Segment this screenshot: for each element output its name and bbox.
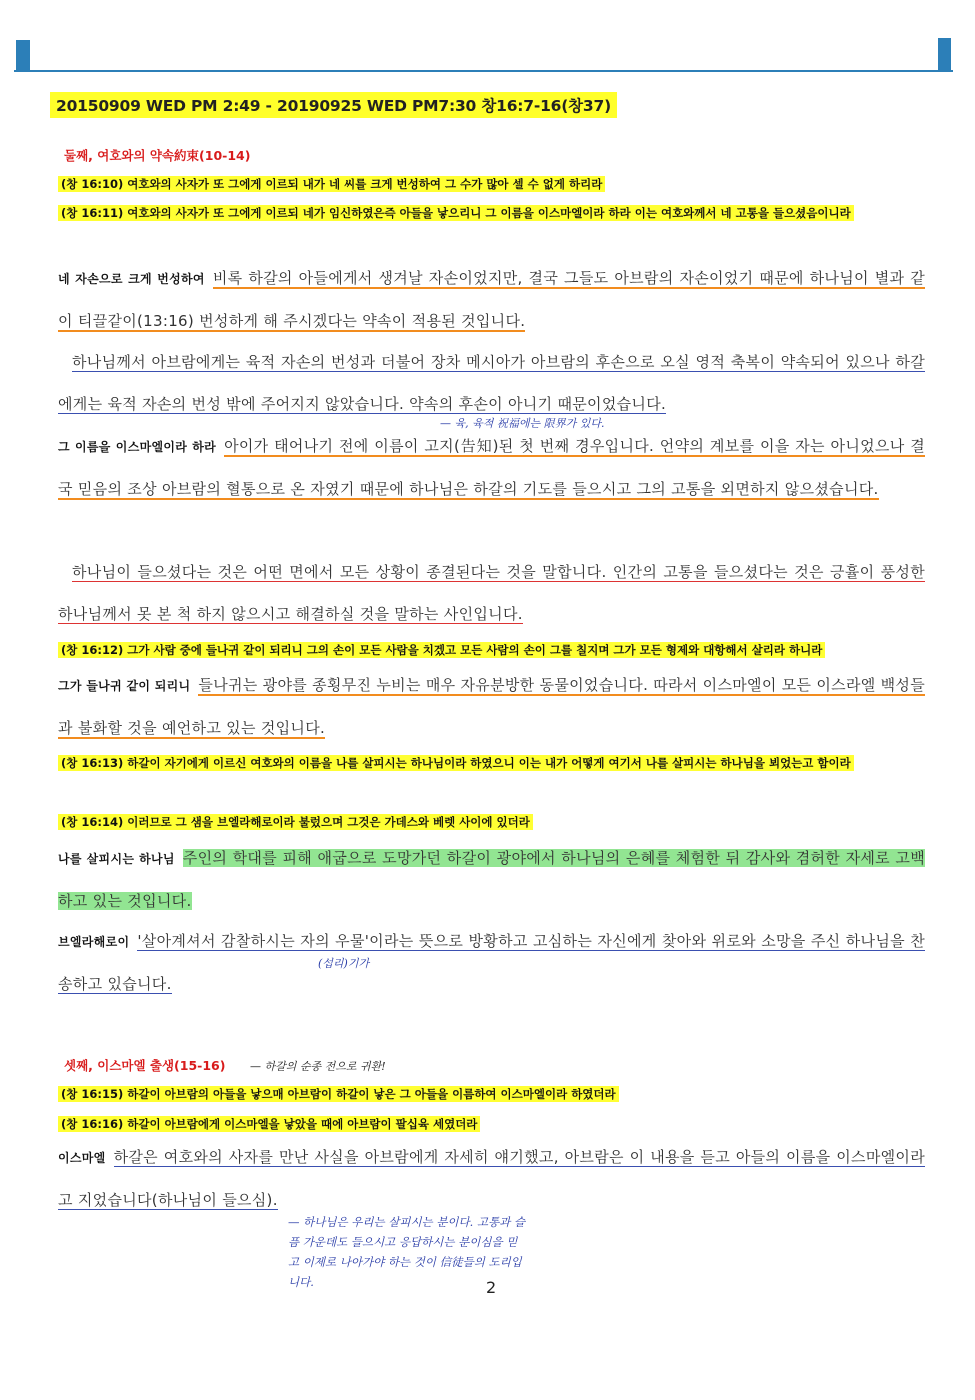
handnote-2: (섭리)기가 <box>318 957 370 970</box>
paragraph-5-lead: 그가 들나귀 같이 되리니 <box>58 679 191 693</box>
verse-16-15-text: (창 16:15) 하갈이 아브람의 아들을 낳으매 아브람이 하갈이 낳은 그 아들을 이름하여 이스마엘이라 하였더라 <box>58 1086 619 1102</box>
paragraph-5 <box>58 664 925 749</box>
paragraph-6 <box>58 837 925 922</box>
verse-16-12-text: (창 16:12) 그가 사람 중에 들나귀 같이 되리니 그의 손이 모든 사람을 치겠고 모든 사람의 손이 그를 칠지며 그가 모든 형제와 대항해서 살리라 하니라 <box>58 642 825 658</box>
paragraph-3-lead: 그 이름을 이스마엘이라 하라 <box>58 440 217 454</box>
verse-16-14 <box>58 808 925 836</box>
paragraph-6-text: 주인의 학대를 피해 애굽으로 도망가던 하갈이 광야에서 하나님의 은혜를 체험한 뒤 감사와 겸허한 자세로 고백하고 있는 것입니다. <box>58 849 925 910</box>
paragraph-8-text: 하갈은 여호와의 사자를 만난 사실을 아브람에게 자세히 얘기했고, 아브람은 이 내용을 듣고 아들의 이름을 이스마엘이라고 지었습니다(하나님이 들으심). <box>58 1148 925 1209</box>
section2-title: 둘째, 여호와의 약속約束(10-14) <box>64 148 251 163</box>
paragraph-7-text: '살아계셔서 감찰하시는 자의 우물'이라는 뜻으로 방황하고 고심하는 자신에게 찾아와 위로와 소망을 주신 하나님을 찬송하고 있습니다. <box>58 932 925 993</box>
paragraph-5-text: 들나귀는 광야를 종횡무진 누비는 매우 자유분방한 동물이었습니다. 따라서 이스마엘이 모든 이스라엘 백성들과 불화할 것을 예언하고 있는 것입니다. <box>58 676 926 737</box>
paragraph-4-text: 하나님이 들으셨다는 것은 어떤 면에서 모든 상황이 종결된다는 것을 말합니다. 인간의 고통을 들으셨다는 것은 긍휼이 풍성한 하나님께서 못 본 척 하지 않으시고 해결하실 것을 말하는 사인입니다. <box>58 563 925 623</box>
paragraph-8 <box>58 1136 925 1221</box>
handnote-3: — 하갈의 순종 전으로 귀환! <box>250 1060 386 1073</box>
handnote-1: — 육, 육적 祝福에는 限界가 있다. <box>440 417 605 430</box>
paragraph-1-text: 비록 하갈의 아들에게서 생겨날 자손이었지만, 결국 그들도 아브람의 자손이었기 때문에 하나님이 별과 같이 티끌같이(13:16) 번성하게 해 주시겠다는 약속이 적용된 것입니다. <box>58 269 925 330</box>
verse-16-16-text: (창 16:16) 하갈이 아브람에게 이스마엘을 낳았을 때에 아브람이 팔십육 세였더라 <box>58 1116 480 1132</box>
section3-title: 셋째, 이스마엘 출생(15-16) <box>64 1058 226 1073</box>
verse-16-12 <box>58 636 925 664</box>
paragraph-3-text: 아이가 태어나기 전에 이름이 고지(告知)된 첫 번째 경우입니다. 언약의 계보를 이을 자는 아니었으나 결국 믿음의 조상 아브람의 혈통으로 온 자였기 때문에 하나님은 하갈의 기도를 들으시고 그의 고통을 외면하지 않으셨습니다. <box>58 437 925 498</box>
paragraph-6-lead: 나를 살피시는 하나님 <box>58 852 175 866</box>
paragraph-8-lead: 이스마엘 <box>58 1151 106 1165</box>
handnote-4: — 하나님은 우리는 살피시는 분이다. 고통과 슬픔 가운데도 들으시고 응답하시는 분이심을 믿고 이제로 나아가야 하는 것이 信徒들의 도리입니다. <box>288 1215 526 1289</box>
top-left-bar <box>16 40 30 70</box>
page-number: 2 <box>486 1278 497 1297</box>
paragraph-2 <box>58 341 925 425</box>
verse-16-14-text: (창 16:14) 이러므로 그 샘을 브엘라해로이라 불렀으며 그것은 가데스와 베렛 사이에 있더라 <box>58 814 533 830</box>
paragraph-1-lead: 네 자손으로 크게 번성하여 <box>58 272 205 286</box>
verse-16-11 <box>58 199 925 227</box>
paragraph-7-lead: 브엘라해로이 <box>58 935 130 949</box>
verse-16-10-text: (창 16:10) 여호와의 사자가 또 그에게 이르되 내가 네 씨를 크게 번성하여 그 수가 많아 셀 수 없게 하리라 <box>58 176 605 192</box>
verse-16-16 <box>58 1110 925 1138</box>
verse-16-15 <box>58 1080 925 1108</box>
paragraph-3 <box>58 425 925 510</box>
top-right-bar <box>938 38 951 70</box>
verse-16-13 <box>58 749 925 777</box>
paragraph-1 <box>58 257 925 342</box>
verse-16-13-text: (창 16:13) 하갈이 자기에게 이르신 여호와의 이름을 나를 살피시는 하나님이라 하였으니 이는 내가 어떻게 여기서 나를 살피시는 하나님을 뵈었는고 함이라 <box>58 755 854 771</box>
top-rule <box>14 70 953 72</box>
paragraph-7 <box>58 920 925 1005</box>
page-header: 20150909 WED PM 2:49 - 20190925 WED PM7:30 창16:7-16(창37) <box>50 92 617 118</box>
paragraph-4 <box>58 551 925 635</box>
verse-16-11-text: (창 16:11) 여호와의 사자가 또 그에게 이르되 네가 임신하였은즉 아들을 낳으리니 그 이름을 이스마엘이라 하라 이는 여호와께서 네 고통을 들으셨음이니라 <box>58 205 854 221</box>
paragraph-2-text: 하나님께서 아브람에게는 육적 자손의 번성과 더불어 장차 메시아가 아브람의 후손으로 오실 영적 축복이 약속되어 있으나 하갈에게는 육적 자손의 번성 밖에 주어지지 않았습니다. 약속의 후손이 아니기 때문이었습니다. <box>58 353 925 413</box>
verse-16-10 <box>58 170 925 198</box>
